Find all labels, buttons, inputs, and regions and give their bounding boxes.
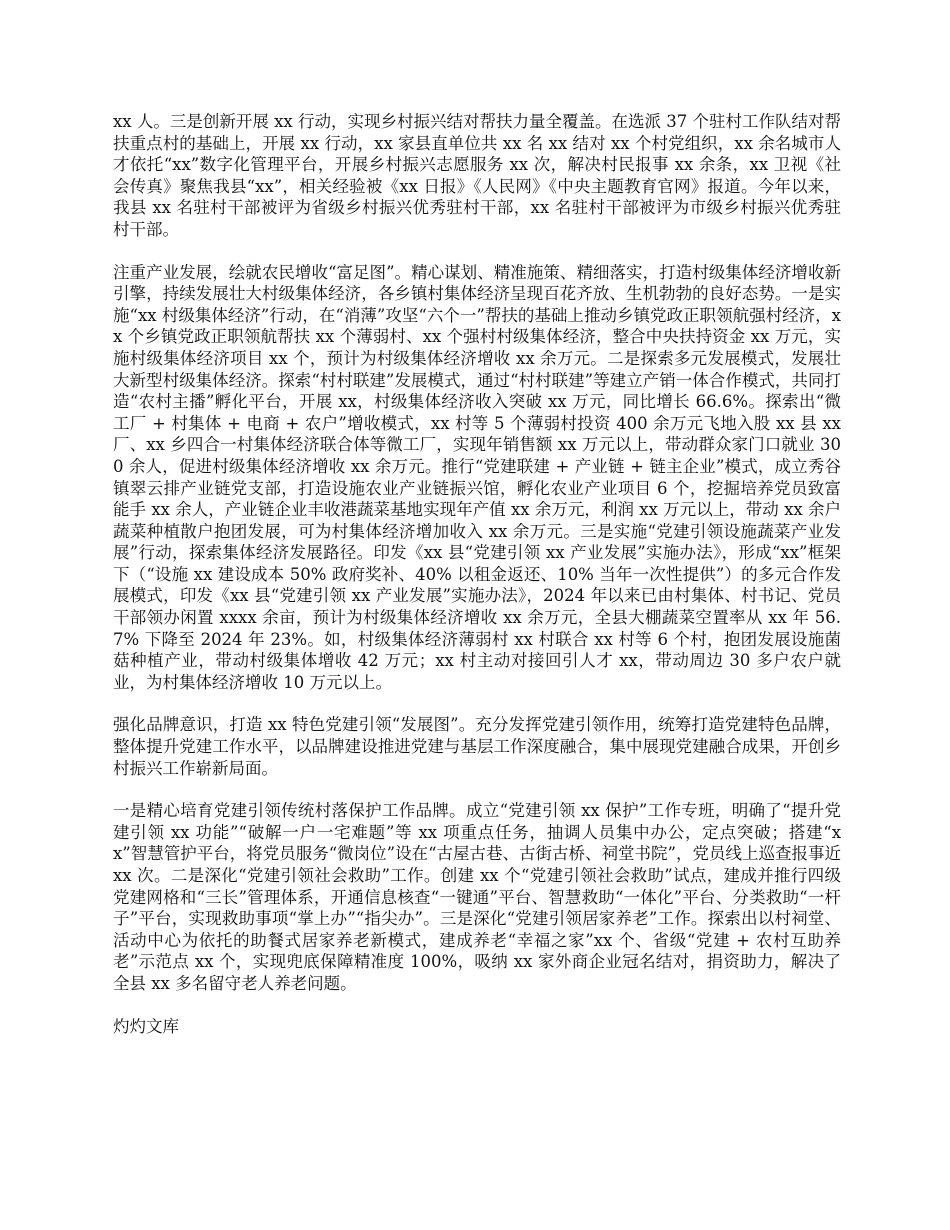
document-body: [113, 111, 841, 1058]
footer-source: 灼灼文库: [113, 1016, 179, 1036]
paragraph-3: 强化品牌意识，打造 xx 特色党建引领“发展图”。充分发挥党建引领作用，统筹打造党建特色品牌，整体提升党建工作水平，以品牌建设推进党建与基层工作深度融合，集中展现党建融合成果，开创乡村振兴工作崭新局面。: [113, 715, 841, 778]
paragraph-1: xx 人。三是创新开展 xx 行动，实现乡村振兴结对帮扶力量全覆盖。在选派 37 个驻村工作队结对帮扶重点村的基础上，开展 xx 行动，xx 家县直单位共 xx 名 xx 结对 xx 个村党组织，xx 余名城市人才依托“xx”数字化管理平台，开展乡村振兴志愿服务 xx 次，解决村民报事 xx 余条，xx 卫视《社会传真》聚焦我县“xx”，相关经验被《xx 日报》《人民网》《中央主题教育官网》报道。今年以来，我县 xx 名驻村干部被评为省级乡村振兴优秀驻村干部，xx 名驻村干部被评为市级乡村振兴优秀驻村干部。: [113, 112, 841, 239]
paragraph-2: 注重产业发展，绘就农民增收“富足图”。精心谋划、精准施策、精细落实，打造村级集体经济增收新引擎，持续发展壮大村级集体经济，各乡镇村集体经济呈现百花齐放、生机勃勃的良好态势。一是实施“xx 村级集体经济”行动，在“消薄”攻坚“六个一”帮扶的基础上推动乡镇党政正职领航强村经济，xx 个乡镇党政正职领航帮扶 xx 个薄弱村、xx 个强村村级集体经济，整合中央扶持资金 xx 万元，实施村级集体经济项目 xx 个，预计为村级集体经济增收 xx 余万元。二是探索多元发展模式，发展壮大新型村级集体经济。探索“村村联建”发展模式，通过“村村联建”等建立产销一体合作模式，共同打造“农村主播”孵化平台，开展 xx，村级集体经济收入突破 xx 万元，同比增长 66.6%。探索出“微工厂 + 村集体 + 电商 + 农户”增收模式，xx 村等 5 个薄弱村投资 400 余万元飞地入股 xx 县 xx 厂、xx 乡四合一村集体经济联合体等微工厂，实现年销售额 xx 万元以上，带动群众家门口就业 300 余人，促进村级集体经济增收 xx 余万元。推行“党建联建 + 产业链 + 链主企业”模式，成立秀谷镇翠云排产业链党支部，打造设施农业产业链振兴馆，孵化农业产业项目 6 个，挖掘培养党员致富能手 xx 余人，产业链企业丰收港蔬菜基地实现年产值 xx 余万元，利润 xx 万元以上，带动 xx 余户蔬菜种植散户抱团发展，可为村集体经济增加收入 xx 余万元。三是实施“党建引领设施蔬菜产业发展”行动，探索集体经济发展路径。印发《xx 县“党建引领 xx 产业发展”实施办法》，形成“xx”框架下（“设施 xx 建设成本 50% 政府奖补、40% 以租金返还、10% 当年一次性提供”）的多元合作发展模式，印发《xx 县“党建引领 xx 产业发展”实施办法》，2024 年以来已由村集体、村书记、党员干部领办闲置 xxxx 余亩，预计为村级集体经济增收 xx 余万元，全县大棚蔬菜空置率从 xx 年 56.7% 下降至 2024 年 23%。如，村级集体经济薄弱村 xx 村联合 xx 村等 6 个村，抱团发展设施菌菇种植产业，带动村级集体增收 42 万元；xx 村主动对接回引人才 xx，带动周边 30 多户农户就业，为村集体经济增收 10 万元以上。: [113, 262, 841, 692]
paragraph-4: 一是精心培育党建引领传统村落保护工作品牌。成立“党建引领 xx 保护”工作专班，明确了“提升党建引领 xx 功能”“破解一户一宅难题”等 xx 项重点任务，抽调人员集中办公，定点突破；搭建“xx”智慧管护平台，将党员服务“微岗位”设在“古屋古巷、古街古桥、祠堂书院”，党员线上巡查报事近 xx 次。二是深化“党建引领社会救助”工作。创建 xx 个“党建引领社会救助”试点，建成并推行四级党建网格和“三长”管理体系，开通信息核查“一键通”平台、智慧救助“一体化”平台、分类救助“一杆子”平台，实现救助事项“掌上办”“指尖办”。三是深化“党建引领居家养老”工作。探索出以村祠堂、活动中心为依托的助餐式居家养老新模式，建成养老“幸福之家”xx 个、省级“党建 + 农村互助养老”示范点 xx 个，实现兜底保障精准度 100%，吸纳 xx 家外商企业冠名结对，捐资助力，解决了全县 xx 多名留守老人养老问题。: [113, 801, 841, 993]
